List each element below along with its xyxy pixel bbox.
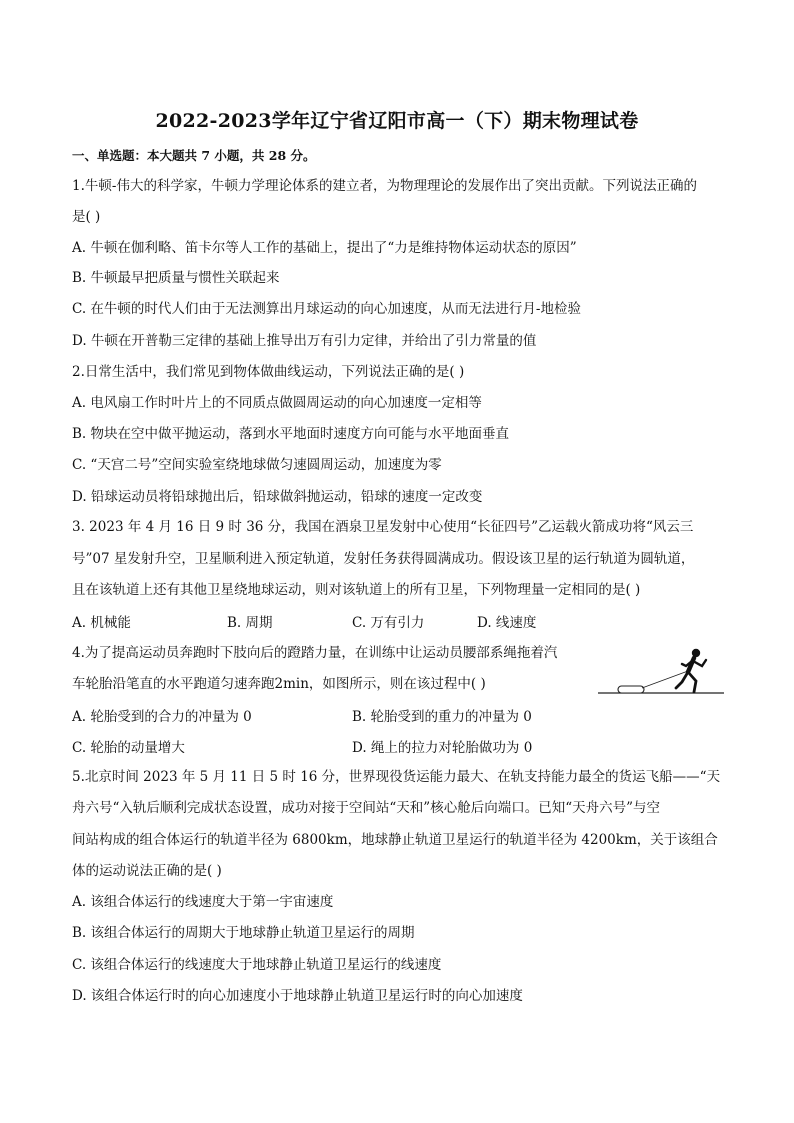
q2-stem: 2.日常生活中，我们常见到物体做曲线运动，下列说法正确的是( ) bbox=[72, 364, 465, 380]
q3-option-d: D. 线速度 bbox=[477, 615, 537, 631]
q3-stem-line3: 且在该轨道上还有其他卫星绕地球运动，则对该轨道上的所有卫星，下列物理量一定相同的是( ) bbox=[72, 582, 641, 598]
q1-stem-line1: 1.牛顿-伟大的科学家，牛顿力学理论体系的建立者，为物理理论的发展作出了突出贡献。下列说法正确的 bbox=[72, 178, 697, 194]
q4-options-row1 bbox=[72, 705, 722, 725]
q3-options bbox=[72, 611, 722, 631]
q3-option-a: A. 机械能 bbox=[72, 615, 131, 631]
q2-option-d: D. 铅球运动员将铅球抛出后，铅球做斜抛运动，铅球的速度一定改变 bbox=[72, 489, 483, 505]
q1-option-b: B. 牛顿最早把质量与惯性关联起来 bbox=[72, 270, 280, 286]
q4-options-row2 bbox=[72, 736, 722, 756]
runner-dragging-tire-figure bbox=[596, 644, 726, 698]
q4-stem-line1: 4.为了提高运动员奔跑时下肢向后的蹬踏力量，在训练中让运动员腰部系绳拖着汽 bbox=[72, 645, 558, 661]
section-heading: 一、单选题：本大题共 7 小题，共 28 分。 bbox=[72, 148, 316, 163]
q3-option-b: B. 周期 bbox=[227, 615, 273, 631]
q4-stem-line2: 车轮胎沿笔直的水平跑道匀速奔跑2min，如图所示，则在该过程中( ) bbox=[72, 676, 486, 692]
q5-option-c: C. 该组合体运行的线速度大于地球静止轨道卫星运行的线速度 bbox=[72, 957, 442, 973]
q2-option-b: B. 物块在空中做平抛运动，落到水平地面时速度方向可能与水平地面垂直 bbox=[72, 426, 510, 442]
q4-option-d: D. 绳上的拉力对轮胎做功为 0 bbox=[352, 740, 533, 756]
q3-stem-line1: 3. 2023 年 4 月 16 日 9 时 36 分，我国在酒泉卫星发射中心使用“长征四号”乙运载火箭成功将“风云三 bbox=[72, 519, 694, 535]
q1-option-d: D. 牛顿在开普勒三定律的基础上推导出万有引力定律，并给出了引力常量的值 bbox=[72, 333, 537, 349]
q4-option-a: A. 轮胎受到的合力的冲量为 0 bbox=[72, 709, 252, 725]
runner-leg-front bbox=[688, 672, 696, 692]
q5-option-d: D. 该组合体运行时的向心加速度小于地球静止轨道卫星运行时的向心加速度 bbox=[72, 988, 523, 1004]
rope-line bbox=[642, 671, 688, 688]
q5-option-a: A. 该组合体运行的线速度大于第一宇宙速度 bbox=[72, 894, 334, 910]
q5-stem-line2: 舟六号“入轨后顺利完成状态设置，成功对接于空间站“天和”核心舱后向端口。已知“天舟六号”与空 bbox=[72, 800, 661, 816]
q3-option-c: C. 万有引力 bbox=[352, 615, 425, 631]
q5-stem-line1: 5.北京时间 2023 年 5 月 11 日 5 时 16 分，世界现役货运能力最大、在轨支持能力最全的货运飞船——“天 bbox=[72, 769, 721, 785]
q2-option-c: C. “天宫二号”空间实验室绕地球做匀速圆周运动，加速度为零 bbox=[72, 457, 442, 473]
q3-stem-line2: 号”07 星发射升空，卫星顺利进入预定轨道，发射任务获得圆满成功。假设该卫星的运行轨道为圆轨道， bbox=[72, 551, 695, 567]
tire-icon bbox=[618, 686, 644, 693]
runner-arm-front bbox=[693, 660, 706, 666]
q5-option-b: B. 该组合体运行的周期大于地球静止轨道卫星运行的周期 bbox=[72, 925, 415, 941]
q1-option-a: A. 牛顿在伽利略、笛卡尔等人工作的基础上，提出了“力是维持物体运动状态的原因” bbox=[72, 240, 577, 256]
runner-head-icon bbox=[692, 649, 700, 657]
q4-option-c: C. 轮胎的动量增大 bbox=[72, 740, 185, 756]
q5-stem-line4: 体的运动说法正确的是( ) bbox=[72, 863, 222, 879]
q4-option-b: B. 轮胎受到的重力的冲量为 0 bbox=[352, 709, 532, 725]
page-title: 2022-2023学年辽宁省辽阳市高一（下）期末物理试卷 bbox=[155, 110, 639, 132]
q1-stem-line2: 是( ) bbox=[72, 209, 101, 225]
q2-option-a: A. 电风扇工作时叶片上的不同质点做圆周运动的向心加速度一定相等 bbox=[72, 395, 482, 411]
q5-stem-line3: 间站构成的组合体运行的轨道半径为 6800km，地球静止轨道卫星运行的轨道半径为 4200km，关于该组合 bbox=[72, 832, 718, 848]
q1-option-c: C. 在牛顿的时代人们由于无法测算出月球运动的向心加速度，从而无法进行月-地检验 bbox=[72, 301, 581, 317]
